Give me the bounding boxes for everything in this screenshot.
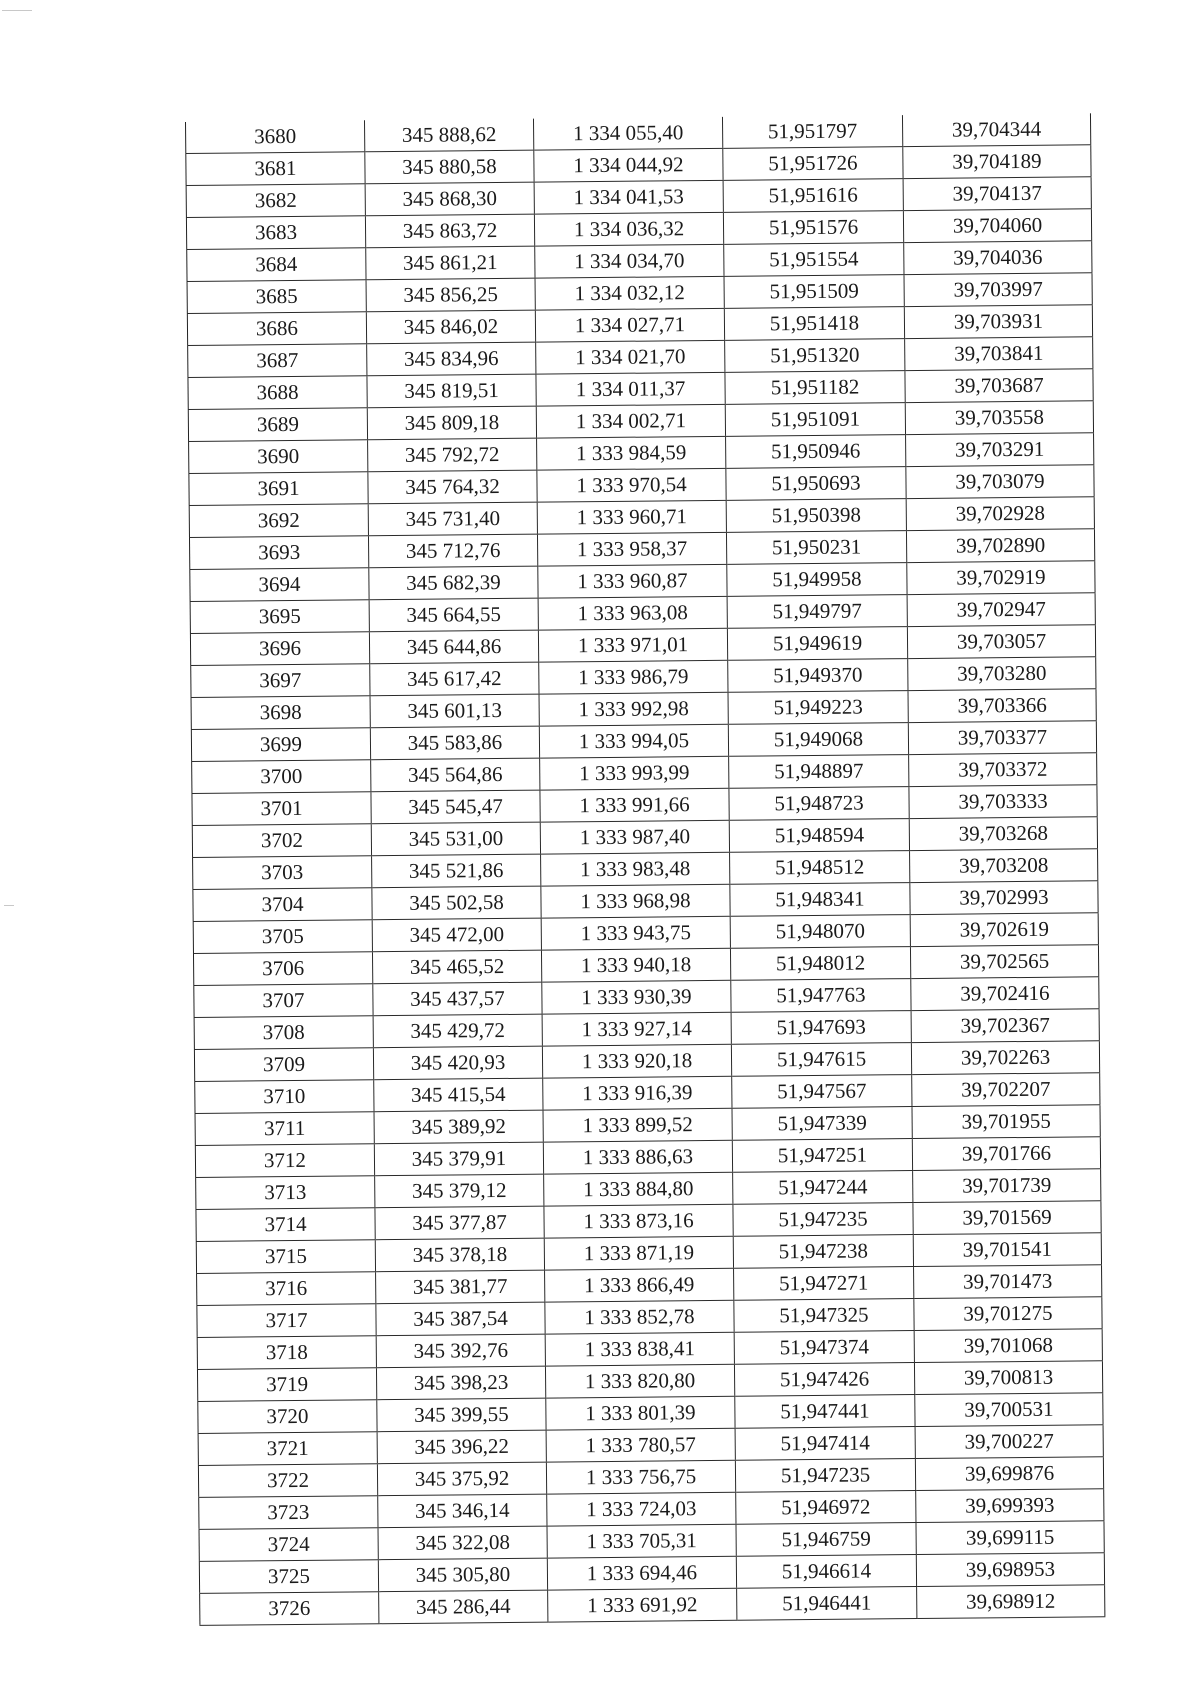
x-coordinate-cell: 345 389,92 [374, 1110, 543, 1144]
latitude-cell: 51,947426 [734, 1363, 914, 1397]
point-number-cell: 3708 [194, 1016, 373, 1050]
y-coordinate-cell: 1 333 852,78 [545, 1300, 734, 1334]
point-number-cell: 3717 [197, 1304, 376, 1338]
point-number-cell: 3702 [192, 824, 371, 858]
latitude-cell: 51,949068 [728, 723, 908, 757]
scan-artifact-top [2, 10, 32, 11]
x-coordinate-cell: 345 437,57 [373, 982, 542, 1016]
y-coordinate-cell: 1 333 724,03 [547, 1492, 736, 1526]
longitude-cell: 39,702207 [912, 1073, 1100, 1107]
latitude-cell: 51,947238 [733, 1235, 913, 1269]
x-coordinate-cell: 345 472,00 [372, 918, 541, 952]
y-coordinate-cell: 1 334 055,40 [533, 117, 722, 150]
point-number-cell: 3722 [198, 1464, 377, 1498]
y-coordinate-cell: 1 333 930,39 [542, 980, 731, 1014]
y-coordinate-cell: 1 333 971,01 [538, 628, 727, 662]
y-coordinate-cell: 1 333 993,99 [540, 756, 729, 790]
point-number-cell: 3699 [191, 728, 370, 762]
y-coordinate-cell: 1 333 873,16 [544, 1204, 733, 1238]
latitude-cell: 51,950693 [726, 467, 906, 501]
y-coordinate-cell: 1 333 968,98 [541, 884, 730, 918]
x-coordinate-cell: 345 809,18 [367, 406, 536, 440]
x-coordinate-cell: 345 764,32 [368, 470, 537, 504]
latitude-cell: 51,949370 [728, 659, 908, 693]
point-number-cell: 3683 [186, 216, 365, 250]
longitude-cell: 39,703291 [906, 433, 1094, 467]
x-coordinate-cell: 345 583,86 [370, 726, 539, 760]
x-coordinate-cell: 345 868,30 [365, 182, 534, 216]
point-number-cell: 3705 [193, 920, 372, 954]
latitude-cell: 51,947235 [733, 1203, 913, 1237]
y-coordinate-cell: 1 333 705,31 [547, 1524, 736, 1558]
x-coordinate-cell: 345 888,62 [364, 119, 533, 152]
longitude-cell: 39,702947 [907, 593, 1095, 627]
point-number-cell: 3681 [186, 152, 365, 186]
y-coordinate-cell: 1 333 983,48 [541, 852, 730, 886]
point-number-cell: 3696 [190, 632, 369, 666]
y-coordinate-cell: 1 334 021,70 [536, 340, 725, 374]
latitude-cell: 51,951091 [725, 403, 905, 437]
latitude-cell: 51,948594 [729, 819, 909, 853]
longitude-cell: 39,703558 [905, 401, 1093, 435]
point-number-cell: 3707 [194, 984, 373, 1018]
y-coordinate-cell: 1 333 987,40 [540, 820, 729, 854]
latitude-cell: 51,947235 [735, 1459, 915, 1493]
longitude-cell: 39,702565 [910, 945, 1098, 979]
point-number-cell: 3711 [195, 1112, 374, 1146]
y-coordinate-cell: 1 333 994,05 [539, 724, 728, 758]
longitude-cell: 39,699393 [916, 1489, 1104, 1523]
x-coordinate-cell: 345 379,12 [375, 1174, 544, 1208]
latitude-cell: 51,950231 [726, 531, 906, 565]
y-coordinate-cell: 1 333 916,39 [543, 1076, 732, 1110]
point-number-cell: 3719 [197, 1368, 376, 1402]
point-number-cell: 3684 [187, 248, 366, 282]
point-number-cell: 3721 [198, 1432, 377, 1466]
x-coordinate-cell: 345 880,58 [365, 150, 534, 184]
x-coordinate-cell: 345 286,44 [379, 1590, 548, 1624]
y-coordinate-cell: 1 333 820,80 [545, 1364, 734, 1398]
y-coordinate-cell: 1 333 920,18 [542, 1044, 731, 1078]
point-number-cell: 3682 [186, 184, 365, 218]
x-coordinate-cell: 345 415,54 [374, 1078, 543, 1112]
x-coordinate-cell: 345 375,92 [377, 1462, 546, 1496]
point-number-cell: 3700 [192, 760, 371, 794]
latitude-cell: 51,947374 [734, 1331, 914, 1365]
y-coordinate-cell: 1 333 960,71 [537, 500, 726, 534]
y-coordinate-cell: 1 334 032,12 [535, 276, 724, 310]
latitude-cell: 51,947414 [735, 1427, 915, 1461]
x-coordinate-cell: 345 378,18 [375, 1238, 544, 1272]
point-number-cell: 3688 [188, 376, 367, 410]
x-coordinate-cell: 345 846,02 [366, 310, 535, 344]
y-coordinate-cell: 1 333 780,57 [546, 1428, 735, 1462]
longitude-cell: 39,703268 [909, 817, 1097, 851]
latitude-cell: 51,951726 [723, 147, 903, 181]
coordinates-table-body [185, 113, 1104, 1625]
latitude-cell: 51,951576 [723, 211, 903, 245]
x-coordinate-cell: 345 601,13 [370, 694, 539, 728]
x-coordinate-cell: 345 379,91 [374, 1142, 543, 1176]
latitude-cell: 51,948012 [730, 947, 910, 981]
y-coordinate-cell: 1 333 694,46 [547, 1556, 736, 1590]
latitude-cell: 51,951616 [723, 179, 903, 213]
x-coordinate-cell: 345 346,14 [378, 1494, 547, 1528]
point-number-cell: 3718 [197, 1336, 376, 1370]
latitude-cell: 51,949958 [727, 563, 907, 597]
y-coordinate-cell: 1 334 044,92 [534, 148, 723, 182]
y-coordinate-cell: 1 333 984,59 [537, 436, 726, 470]
x-coordinate-cell: 345 387,54 [376, 1302, 545, 1336]
y-coordinate-cell: 1 333 958,37 [537, 532, 726, 566]
longitude-cell: 39,702890 [906, 529, 1094, 563]
latitude-cell: 51,951554 [724, 243, 904, 277]
x-coordinate-cell: 345 531,00 [371, 822, 540, 856]
y-coordinate-cell: 1 333 991,66 [540, 788, 729, 822]
longitude-cell: 39,701068 [914, 1329, 1102, 1363]
x-coordinate-cell: 345 682,39 [369, 566, 538, 600]
latitude-cell: 51,949797 [727, 595, 907, 629]
y-coordinate-cell: 1 333 756,75 [546, 1460, 735, 1494]
x-coordinate-cell: 345 377,87 [375, 1206, 544, 1240]
point-number-cell: 3716 [197, 1272, 376, 1306]
point-number-cell: 3698 [191, 696, 370, 730]
y-coordinate-cell: 1 333 943,75 [541, 916, 730, 950]
y-coordinate-cell: 1 333 992,98 [539, 692, 728, 726]
point-number-cell: 3703 [193, 856, 372, 890]
x-coordinate-cell: 345 863,72 [365, 214, 534, 248]
x-coordinate-cell: 345 856,25 [366, 278, 535, 312]
point-number-cell: 3704 [193, 888, 372, 922]
point-number-cell: 3691 [189, 472, 368, 506]
point-number-cell: 3697 [191, 664, 370, 698]
latitude-cell: 51,949619 [727, 627, 907, 661]
y-coordinate-cell: 1 333 801,39 [546, 1396, 735, 1430]
x-coordinate-cell: 345 792,72 [368, 438, 537, 472]
longitude-cell: 39,700227 [915, 1425, 1103, 1459]
x-coordinate-cell: 345 521,86 [372, 854, 541, 888]
x-coordinate-cell: 345 322,08 [378, 1526, 547, 1560]
latitude-cell: 51,948341 [730, 883, 910, 917]
x-coordinate-cell: 345 398,23 [376, 1366, 545, 1400]
y-coordinate-cell: 1 333 691,92 [548, 1588, 737, 1622]
longitude-cell: 39,704344 [902, 113, 1090, 146]
longitude-cell: 39,701569 [913, 1201, 1101, 1235]
y-coordinate-cell: 1 334 002,71 [536, 404, 725, 438]
y-coordinate-cell: 1 333 963,08 [538, 596, 727, 630]
latitude-cell: 51,947567 [732, 1075, 912, 1109]
longitude-cell: 39,704060 [903, 209, 1091, 243]
point-number-cell: 3692 [189, 504, 368, 538]
point-number-cell: 3693 [189, 536, 368, 570]
y-coordinate-cell: 1 333 970,54 [537, 468, 726, 502]
point-number-cell: 3685 [187, 280, 366, 314]
y-coordinate-cell: 1 333 899,52 [543, 1108, 732, 1142]
y-coordinate-cell: 1 333 871,19 [544, 1236, 733, 1270]
point-number-cell: 3714 [196, 1208, 375, 1242]
x-coordinate-cell: 345 465,52 [372, 950, 541, 984]
scan-artifact-left [4, 905, 14, 906]
latitude-cell: 51,951418 [724, 307, 904, 341]
y-coordinate-cell: 1 333 927,14 [542, 1012, 731, 1046]
x-coordinate-cell: 345 399,55 [377, 1398, 546, 1432]
x-coordinate-cell: 345 644,86 [369, 630, 538, 664]
x-coordinate-cell: 345 819,51 [367, 374, 536, 408]
x-coordinate-cell: 345 392,76 [376, 1334, 545, 1368]
longitude-cell: 39,703687 [905, 369, 1093, 403]
latitude-cell: 51,947325 [734, 1299, 914, 1333]
y-coordinate-cell: 1 333 986,79 [539, 660, 728, 694]
x-coordinate-cell: 345 545,47 [371, 790, 540, 824]
point-number-cell: 3694 [190, 568, 369, 602]
longitude-cell: 39,699876 [915, 1457, 1103, 1491]
point-number-cell: 3726 [200, 1592, 379, 1626]
point-number-cell: 3715 [196, 1240, 375, 1274]
latitude-cell: 51,949223 [728, 691, 908, 725]
x-coordinate-cell: 345 712,76 [368, 534, 537, 568]
longitude-cell: 39,702928 [906, 497, 1094, 531]
longitude-cell: 39,703372 [909, 753, 1097, 787]
latitude-cell: 51,948070 [730, 915, 910, 949]
latitude-cell: 51,947441 [735, 1395, 915, 1429]
coordinates-table-wrapper [185, 113, 1104, 1626]
point-number-cell: 3720 [198, 1400, 377, 1434]
y-coordinate-cell: 1 333 884,80 [544, 1172, 733, 1206]
latitude-cell: 51,947251 [732, 1139, 912, 1173]
coordinates-table [185, 113, 1105, 1626]
longitude-cell: 39,701766 [912, 1137, 1100, 1171]
x-coordinate-cell: 345 420,93 [373, 1046, 542, 1080]
longitude-cell: 39,703377 [908, 721, 1096, 755]
latitude-cell: 51,946441 [737, 1587, 917, 1621]
latitude-cell: 51,947615 [731, 1043, 911, 1077]
longitude-cell: 39,702367 [911, 1009, 1099, 1043]
longitude-cell: 39,703208 [910, 849, 1098, 883]
longitude-cell: 39,703997 [904, 273, 1092, 307]
longitude-cell: 39,703057 [907, 625, 1095, 659]
point-number-cell: 3725 [199, 1560, 378, 1594]
x-coordinate-cell: 345 617,42 [370, 662, 539, 696]
y-coordinate-cell: 1 333 866,49 [545, 1268, 734, 1302]
y-coordinate-cell: 1 334 034,70 [535, 244, 724, 278]
y-coordinate-cell: 1 334 036,32 [534, 212, 723, 246]
longitude-cell: 39,704036 [904, 241, 1092, 275]
latitude-cell: 51,951320 [725, 339, 905, 373]
longitude-cell: 39,704137 [903, 177, 1091, 211]
y-coordinate-cell: 1 334 027,71 [535, 308, 724, 342]
point-number-cell: 3723 [199, 1496, 378, 1530]
y-coordinate-cell: 1 334 011,37 [536, 372, 725, 406]
latitude-cell: 51,951182 [725, 371, 905, 405]
x-coordinate-cell: 345 305,80 [378, 1558, 547, 1592]
point-number-cell: 3695 [190, 600, 369, 634]
longitude-cell: 39,702416 [911, 977, 1099, 1011]
point-number-cell: 3724 [199, 1528, 378, 1562]
longitude-cell: 39,702619 [910, 913, 1098, 947]
longitude-cell: 39,701955 [912, 1105, 1100, 1139]
y-coordinate-cell: 1 333 886,63 [543, 1140, 732, 1174]
latitude-cell: 51,946759 [736, 1523, 916, 1557]
point-number-cell: 3690 [189, 440, 368, 474]
x-coordinate-cell: 345 861,21 [366, 246, 535, 280]
x-coordinate-cell: 345 834,96 [367, 342, 536, 376]
latitude-cell: 51,948512 [730, 851, 910, 885]
x-coordinate-cell: 345 664,55 [369, 598, 538, 632]
longitude-cell: 39,701473 [914, 1265, 1102, 1299]
longitude-cell: 39,703280 [908, 657, 1096, 691]
y-coordinate-cell: 1 333 940,18 [541, 948, 730, 982]
longitude-cell: 39,698953 [916, 1553, 1104, 1587]
y-coordinate-cell: 1 333 838,41 [545, 1332, 734, 1366]
latitude-cell: 51,946614 [736, 1555, 916, 1589]
longitude-cell: 39,699115 [916, 1521, 1104, 1555]
longitude-cell: 39,698912 [917, 1585, 1105, 1619]
point-number-cell: 3706 [193, 952, 372, 986]
latitude-cell: 51,946972 [736, 1491, 916, 1525]
longitude-cell: 39,701541 [913, 1233, 1101, 1267]
longitude-cell: 39,701739 [913, 1169, 1101, 1203]
longitude-cell: 39,702919 [907, 561, 1095, 595]
longitude-cell: 39,703841 [905, 337, 1093, 371]
latitude-cell: 51,950398 [726, 499, 906, 533]
longitude-cell: 39,703333 [909, 785, 1097, 819]
point-number-cell: 3689 [188, 408, 367, 442]
latitude-cell: 51,947271 [734, 1267, 914, 1301]
point-number-cell: 3686 [187, 312, 366, 346]
point-number-cell: 3710 [195, 1080, 374, 1114]
x-coordinate-cell: 345 429,72 [373, 1014, 542, 1048]
longitude-cell: 39,702993 [910, 881, 1098, 915]
longitude-cell: 39,701275 [914, 1297, 1102, 1331]
point-number-cell: 3713 [196, 1176, 375, 1210]
point-number-cell: 3701 [192, 792, 371, 826]
x-coordinate-cell: 345 731,40 [368, 502, 537, 536]
y-coordinate-cell: 1 333 960,87 [538, 564, 727, 598]
point-number-cell: 3680 [185, 120, 364, 153]
point-number-cell: 3687 [188, 344, 367, 378]
x-coordinate-cell: 345 502,58 [372, 886, 541, 920]
latitude-cell: 51,948723 [729, 787, 909, 821]
latitude-cell: 51,951797 [722, 115, 902, 148]
longitude-cell: 39,700813 [914, 1361, 1102, 1395]
latitude-cell: 51,947244 [733, 1171, 913, 1205]
y-coordinate-cell: 1 334 041,53 [534, 180, 723, 214]
longitude-cell: 39,700531 [915, 1393, 1103, 1427]
x-coordinate-cell: 345 564,86 [371, 758, 540, 792]
longitude-cell: 39,703931 [904, 305, 1092, 339]
longitude-cell: 39,703079 [906, 465, 1094, 499]
x-coordinate-cell: 345 381,77 [376, 1270, 545, 1304]
latitude-cell: 51,947339 [732, 1107, 912, 1141]
point-number-cell: 3712 [195, 1144, 374, 1178]
x-coordinate-cell: 345 396,22 [377, 1430, 546, 1464]
longitude-cell: 39,704189 [903, 145, 1091, 179]
point-number-cell: 3709 [194, 1048, 373, 1082]
latitude-cell: 51,947693 [731, 1011, 911, 1045]
latitude-cell: 51,947763 [731, 979, 911, 1013]
longitude-cell: 39,703366 [908, 689, 1096, 723]
latitude-cell: 51,950946 [726, 435, 906, 469]
latitude-cell: 51,948897 [729, 755, 909, 789]
latitude-cell: 51,951509 [724, 275, 904, 309]
longitude-cell: 39,702263 [911, 1041, 1099, 1075]
